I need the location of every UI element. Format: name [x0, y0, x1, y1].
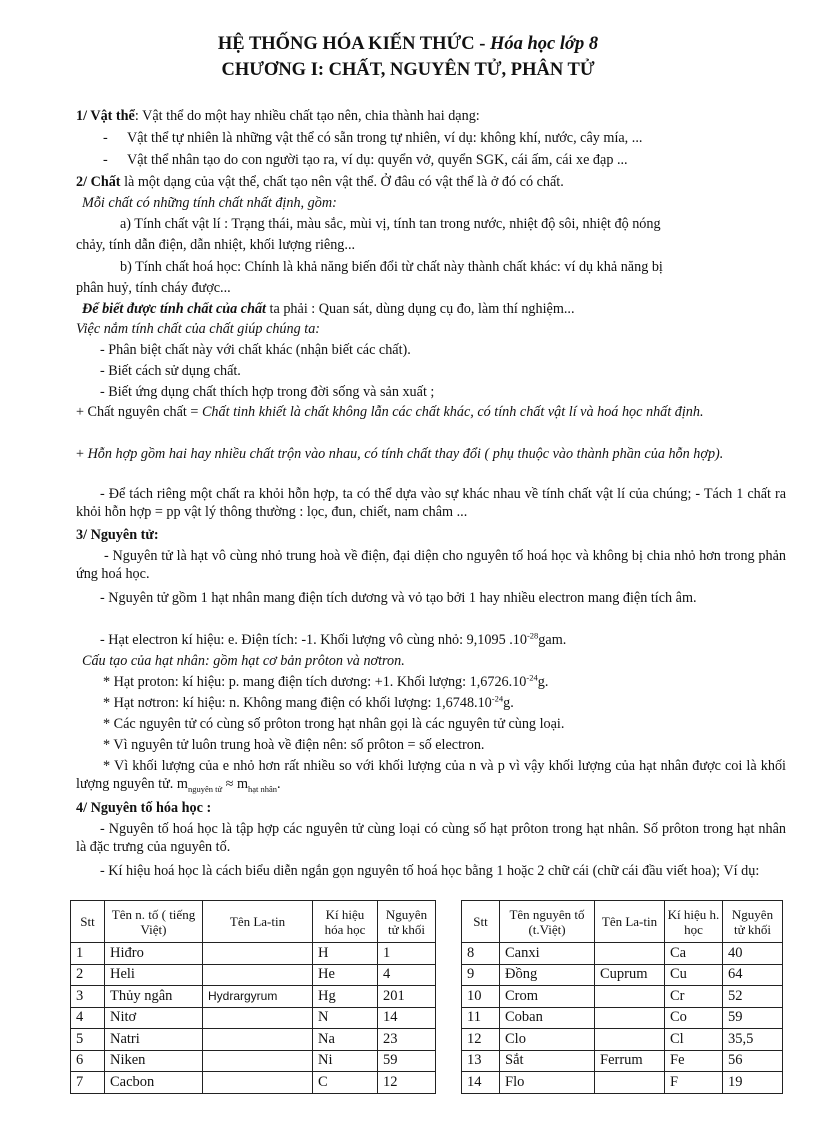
header-symbol: Kí hiệu hóa học	[313, 901, 378, 943]
cell-stt: 3	[71, 986, 105, 1008]
cell-stt: 9	[462, 964, 500, 986]
cell-name: Hiđro	[105, 943, 203, 965]
cell-latin	[203, 1029, 313, 1051]
elements-table-left	[70, 900, 436, 1094]
header-name-vn: Tên n. tố ( tiếng Việt)	[105, 901, 203, 943]
header-name-vn: Tên nguyên tố (t.Việt)	[500, 901, 595, 943]
cell-mass: 40	[723, 943, 783, 965]
cell-symbol: He	[313, 964, 378, 986]
sec2-props-heading: Mỗi chất có những tính chất nhất định, gồm:	[82, 195, 337, 211]
cell-latin	[203, 964, 313, 986]
cell-stt: 14	[462, 1072, 500, 1094]
table-row	[71, 986, 436, 1008]
sec3-mass-text: * Vì khối lượng của e nhỏ hơn rất nhiều so với khối lượng của n và p vì vậy khối lượng của hạt nhân được coi là khối lượng nguyên tử. m	[76, 758, 786, 792]
sec2-heading: 2/ Chất	[76, 174, 121, 190]
cell-symbol: Ni	[313, 1050, 378, 1072]
sec2-know-text: ta phải : Quan sát, dùng dụng cụ đo, làm thí nghiệm...	[266, 301, 575, 317]
header-name-latin: Tên La-tin	[203, 901, 313, 943]
header-symbol: Kí hiệu h. học	[665, 901, 723, 943]
cell-symbol: Co	[665, 1007, 723, 1029]
table-row	[462, 1050, 783, 1072]
cell-symbol: Cl	[665, 1029, 723, 1051]
sec3-neutron	[103, 694, 813, 712]
cell-mass: 19	[723, 1072, 783, 1094]
table-row	[462, 964, 783, 986]
table-row	[71, 964, 436, 986]
sec3-proton-text: * Hạt proton: kí hiệu: p. mang điện tích dương: +1. Khối lượng: 1,6726.10	[103, 674, 527, 690]
table-header-row	[71, 901, 436, 943]
sec2-benefit1: - Phân biệt chất này với chất khác (nhận biết các chất).	[100, 342, 411, 358]
table-row	[462, 1007, 783, 1029]
sec3-proton-unit: g.	[537, 674, 549, 690]
sec2-mix-prefix: +	[76, 446, 88, 462]
sec3-neutron-exp: -24	[491, 693, 504, 704]
sec3-neutron-text: * Hạt nơtron: kí hiệu: n. Không mang điện có khối lượng: 1,6748.10	[103, 695, 492, 711]
sec2-benefit3: - Biết ứng dụng chất thích hợp trong đời sống và sản xuất ;	[100, 384, 435, 400]
sec2-pure-substance	[76, 403, 786, 421]
sec3-electron	[100, 631, 810, 649]
table-row	[71, 1029, 436, 1051]
cell-stt: 7	[71, 1072, 105, 1094]
cell-latin	[203, 1007, 313, 1029]
table-row	[71, 1072, 436, 1094]
cell-symbol: Fe	[665, 1050, 723, 1072]
cell-name: Natri	[105, 1029, 203, 1051]
sec2-benefit2: - Biết cách sử dụng chất.	[100, 363, 241, 379]
sec3-p2: - Nguyên tử gồm 1 hạt nhân mang điện tích dương và vỏ tạo bởi 1 hay nhiều electron mang điện tích âm.	[100, 590, 697, 606]
cell-latin: Cuprum	[595, 964, 665, 986]
chapter-title: CHƯƠNG I: CHẤT, NGUYÊN TỬ, PHÂN TỬ	[221, 60, 595, 80]
cell-stt: 1	[71, 943, 105, 965]
sec3-electron-exp: -28	[526, 630, 539, 641]
cell-mass: 4	[378, 964, 436, 986]
cell-name: Coban	[500, 1007, 595, 1029]
cell-latin: Ferrum	[595, 1050, 665, 1072]
cell-name: Heli	[105, 964, 203, 986]
cell-mass: 59	[723, 1007, 783, 1029]
title-main: HỆ THỐNG HÓA KIẾN THỨC -	[217, 34, 490, 54]
cell-latin	[203, 1050, 313, 1072]
sec2-mixture	[76, 445, 786, 463]
sec2-prop-a-2: chảy, tính dẫn điện, dẫn nhiệt, khối lượng riêng...	[76, 237, 356, 253]
cell-symbol: Hg	[313, 986, 378, 1008]
cell-latin	[595, 943, 665, 965]
sec3-same-type: * Các nguyên tử có cùng số prôton trong hạt nhân gọi là các nguyên tử cùng loại.	[103, 716, 565, 732]
sec2-know	[82, 300, 792, 318]
table-row	[71, 1050, 436, 1072]
header-atomic-mass: Nguyên tử khối	[378, 901, 436, 943]
cell-stt: 13	[462, 1050, 500, 1072]
header-stt: Stt	[462, 901, 500, 943]
sec1-intro	[76, 107, 786, 125]
sec1-item1-text: Vật thể tự nhiên là những vật thể có sẵn trong tự nhiên, ví dụ: không khí, nước, cây mía, ...	[127, 130, 643, 146]
cell-name: Nitơ	[105, 1007, 203, 1029]
sec2-know-italic: Để biết được tính chất của chất	[82, 301, 266, 317]
sec3-heading: 3/ Nguyên tử:	[76, 527, 159, 543]
cell-stt: 10	[462, 986, 500, 1008]
cell-name: Crom	[500, 986, 595, 1008]
cell-stt: 2	[71, 964, 105, 986]
sec3-electron-text: - Hạt electron kí hiệu: e. Điện tích: -1. Khối lượng vô cùng nhỏ: 9,1095 .10	[100, 632, 527, 648]
cell-stt: 4	[71, 1007, 105, 1029]
cell-symbol: F	[665, 1072, 723, 1094]
cell-name: Sắt	[500, 1050, 595, 1072]
cell-stt: 11	[462, 1007, 500, 1029]
table-row	[462, 943, 783, 965]
sec2-text: là một dạng của vật thể, chất tạo nên vật thể. Ở đâu có vật thể là ở đó có chất.	[120, 174, 564, 190]
sec2-prop-b-1: b) Tính chất hoá học: Chính là khả năng biến đổi từ chất này thành chất khác: ví dụ khả năng bị	[120, 259, 663, 275]
cell-latin	[595, 1007, 665, 1029]
sec2-prop-b-2: phân huỷ, tính cháy được...	[76, 280, 231, 296]
sec2-mix-def: Hỗn hợp gồm hai hay nhiều chất trộn vào nhau, có tính chất thay đổi ( phụ thuộc vào thành phần của hỗn hợp).	[87, 446, 724, 462]
sec1-item2-text: Vật thể nhân tạo do con người tạo ra, ví dụ: quyển vở, quyển SGK, cái ấm, cái xe đạp ...	[127, 152, 628, 168]
table-row	[462, 1072, 783, 1094]
table-row	[462, 1029, 783, 1051]
sec3-mass-sub-nucleus: hạt nhân	[248, 783, 278, 794]
sec2-intro	[76, 173, 786, 191]
cell-name: Clo	[500, 1029, 595, 1051]
sec1-text: : Vật thể do một hay nhiều chất tạo nên, chia thành hai dạng:	[134, 108, 480, 124]
sec4-heading: 4/ Nguyên tố hóa học :	[76, 800, 212, 816]
cell-latin	[203, 943, 313, 965]
sec2-pure-def: Chất tinh khiết là chất không lẫn các chất khác, có tính chất vật lí và hoá học nhất định.	[201, 404, 704, 420]
cell-symbol: Na	[313, 1029, 378, 1051]
table-row	[71, 1007, 436, 1029]
cell-name: Thủy ngân	[105, 986, 203, 1008]
cell-name: Niken	[105, 1050, 203, 1072]
sec4-p2: - Kí hiệu hoá học là cách biểu diễn ngắn gọn nguyên tố hoá học bằng 1 hoặc 2 chữ cái (chữ cái đầu viết hoa); Ví dụ:	[100, 863, 760, 879]
cell-mass: 35,5	[723, 1029, 783, 1051]
cell-name: Flo	[500, 1072, 595, 1094]
cell-mass: 56	[723, 1050, 783, 1072]
cell-mass: 12	[378, 1072, 436, 1094]
cell-symbol: C	[313, 1072, 378, 1094]
cell-mass: 59	[378, 1050, 436, 1072]
cell-symbol: N	[313, 1007, 378, 1029]
elements-table-right	[461, 900, 783, 1094]
sec3-mass-sub-atom: nguyên tử	[187, 783, 223, 794]
sec2-prop-a-1: a) Tính chất vật lí : Trạng thái, màu sắc, mùi vị, tính tan trong nước, nhiệt độ sôi, nhiệt độ nóng	[120, 216, 661, 232]
sec3-neutral: * Vì nguyên tử luôn trung hoà về điện nên: số prôton = số electron.	[103, 737, 485, 753]
header-atomic-mass: Nguyên tử khối	[723, 901, 783, 943]
cell-latin	[595, 1072, 665, 1094]
cell-latin	[595, 986, 665, 1008]
cell-mass: 52	[723, 986, 783, 1008]
cell-latin: Hydrargyrum	[203, 986, 313, 1008]
header-stt: Stt	[71, 901, 105, 943]
sec3-p1: - Nguyên tử là hạt vô cùng nhỏ trung hoà về điện, đại diện cho nguyên tố hoá học và không bị chia nhỏ hơn trong phản ứng hoá học.	[76, 548, 786, 582]
cell-symbol: Cu	[665, 964, 723, 986]
sec3-proton-exp: -24	[526, 672, 538, 683]
header-name-latin: Tên La-tin	[595, 901, 665, 943]
sec3-proton	[103, 673, 813, 691]
cell-latin	[203, 1072, 313, 1094]
cell-stt: 12	[462, 1029, 500, 1051]
cell-mass: 23	[378, 1029, 436, 1051]
cell-latin	[595, 1029, 665, 1051]
title-subject: Hóa học lớp 8	[489, 34, 599, 54]
sec3-mass	[76, 757, 786, 793]
cell-stt: 8	[462, 943, 500, 965]
cell-mass: 14	[378, 1007, 436, 1029]
cell-name: Đồng	[500, 964, 595, 986]
sec2-separate: - Để tách riêng một chất ra khỏi hỗn hợp, ta có thể dựa vào sự khác nhau về tính chất vật lí của chúng; - Tách 1 chất ra khỏi hỗn hợp = pp vật lý thông thường : lọc, đun, chiết, nam châm ...	[76, 486, 786, 520]
sec1-heading: 1/ Vật thể	[76, 108, 135, 124]
cell-symbol: Cr	[665, 986, 723, 1008]
cell-name: Canxi	[500, 943, 595, 965]
sec3-electron-unit: gam.	[538, 632, 567, 648]
table-row	[71, 943, 436, 965]
cell-symbol: Ca	[665, 943, 723, 965]
cell-mass: 64	[723, 964, 783, 986]
cell-stt: 6	[71, 1050, 105, 1072]
sec3-neutron-unit: g.	[503, 695, 514, 711]
table-row	[462, 986, 783, 1008]
table-header-row	[462, 901, 783, 943]
sec3-mass-approx: ≈ m	[222, 776, 248, 792]
sec3-mass-end: .	[277, 776, 281, 792]
cell-symbol: H	[313, 943, 378, 965]
cell-stt: 5	[71, 1029, 105, 1051]
sec3-nucleus-heading: Cấu tạo của hạt nhân: gồm hạt cơ bản prôton và nơtron.	[82, 653, 405, 669]
cell-name: Cacbon	[105, 1072, 203, 1094]
cell-mass: 201	[378, 986, 436, 1008]
sec4-p1: - Nguyên tố hoá học là tập hợp các nguyên tử cùng loại có cùng số hạt prôton trong hạt nhân. Số prôton trong hạt nhân là đặc trưng của nguyên tố.	[76, 821, 786, 855]
document-title	[0, 34, 816, 55]
sec1-item-artificial: - Vật thể nhân tạo do con người tạo ra, ví dụ: quyển vở, quyển SGK, cái ấm, cái xe đạp ...	[103, 152, 628, 168]
cell-mass: 1	[378, 943, 436, 965]
sec2-benefit-heading: Việc nắm tính chất của chất giúp chúng ta:	[76, 321, 321, 337]
sec1-item-natural: - Vật thể tự nhiên là những vật thể có sẵn trong tự nhiên, ví dụ: không khí, nước, cây mía, ...	[103, 130, 643, 146]
sec2-pure-prefix: + Chất nguyên chất =	[76, 404, 202, 420]
